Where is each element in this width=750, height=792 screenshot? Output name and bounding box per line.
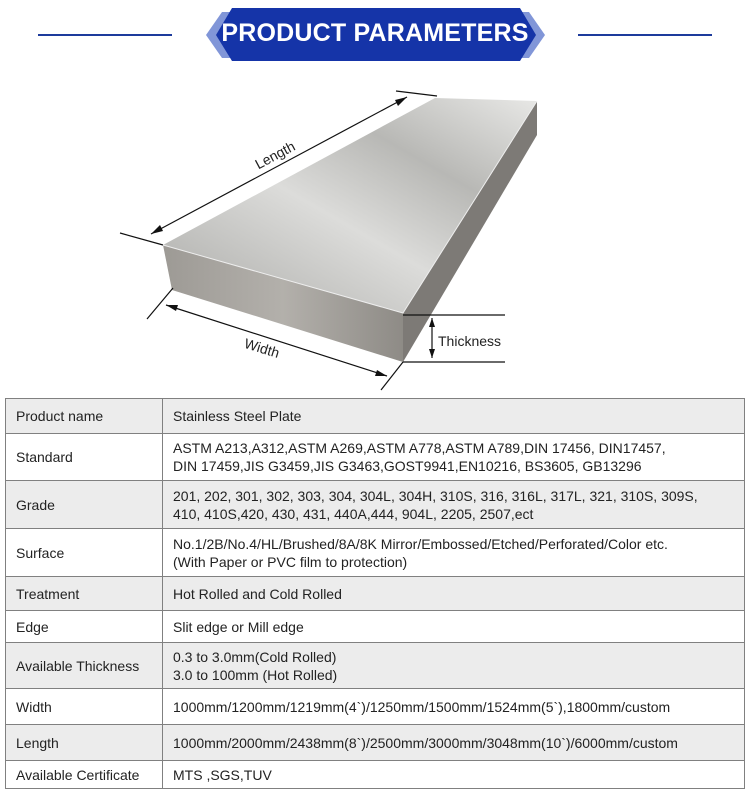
param-value-line: 0.3 to 3.0mm(Cold Rolled): [173, 648, 337, 665]
param-value: [163, 643, 745, 689]
param-value: [163, 481, 745, 529]
param-value-line: 201, 202, 301, 302, 303, 304, 304L, 304H, 310S, 316, 316L, 317L, 321, 310S, 309S,: [173, 487, 698, 504]
param-value-line: ASTM A213,A312,ASTM A269,ASTM A778,ASTM A789,DIN 17456, DIN17457,: [173, 440, 666, 456]
param-name: Product name: [6, 399, 163, 434]
table-row: [6, 725, 745, 761]
param-value: [163, 399, 745, 434]
param-name: Available Certificate: [6, 761, 163, 789]
param-value: [163, 761, 745, 789]
param-value-line: Hot Rolled and Cold Rolled: [173, 585, 342, 602]
table-row: [6, 434, 745, 481]
param-value-line: MTS ,SGS,TUV: [173, 766, 272, 783]
param-name: Edge: [6, 611, 163, 643]
param-name: Available Thickness: [6, 643, 163, 689]
table-row: [6, 481, 745, 529]
parameters-table: [5, 398, 745, 789]
param-value: [163, 611, 745, 643]
param-name: Surface: [6, 529, 163, 577]
param-value-line: 3.0 to 100mm (Hot Rolled): [173, 666, 338, 683]
table-row: [6, 399, 745, 434]
thickness-label: Thickness: [438, 333, 502, 349]
param-name: Standard: [6, 434, 163, 481]
param-value: [163, 725, 745, 761]
param-value-line: 1000mm/1200mm/1219mm(4`)/1250mm/1500mm/1524mm(5`),1800mm/custom: [173, 698, 671, 715]
param-name: Grade: [6, 481, 163, 529]
param-value-line: 410, 410S,420, 430, 431, 440A,444, 904L, 2205, 2507,ect: [173, 505, 534, 522]
length-label: Length: [252, 137, 298, 173]
param-value-line: Stainless Steel Plate: [173, 408, 302, 424]
param-value-line: Slit edge or Mill edge: [173, 618, 304, 635]
param-name: Length: [6, 725, 163, 761]
param-value: [163, 577, 745, 611]
param-value-line: (With Paper or PVC film to protection): [173, 553, 408, 570]
table-row: [6, 761, 745, 789]
param-value: [163, 689, 745, 725]
param-value-line: No.1/2B/No.4/HL/Brushed/8A/8K Mirror/Embossed/Etched/Perforated/Color etc.: [173, 535, 668, 552]
page-title: PRODUCT PARAMETERS: [221, 19, 529, 47]
param-name: Treatment: [6, 577, 163, 611]
table-row: [6, 611, 745, 643]
param-value-line: DIN 17459,JIS G3459,JIS G3463,GOST9941,EN10216, BS3605, GB13296: [173, 458, 642, 474]
table-row: [6, 529, 745, 577]
steel-plate-diagram: [0, 70, 750, 395]
param-value: [163, 529, 745, 577]
table-row: [6, 643, 745, 689]
table-row: [6, 577, 745, 611]
table-row: [6, 689, 745, 725]
length-extension-line: [120, 233, 163, 245]
width-label: Width: [242, 335, 282, 361]
param-name: Width: [6, 689, 163, 725]
param-value-line: 1000mm/2000mm/2438mm(8`)/2500mm/3000mm/3048mm(10`)/6000mm/custom: [173, 734, 678, 751]
param-value: [163, 434, 745, 481]
